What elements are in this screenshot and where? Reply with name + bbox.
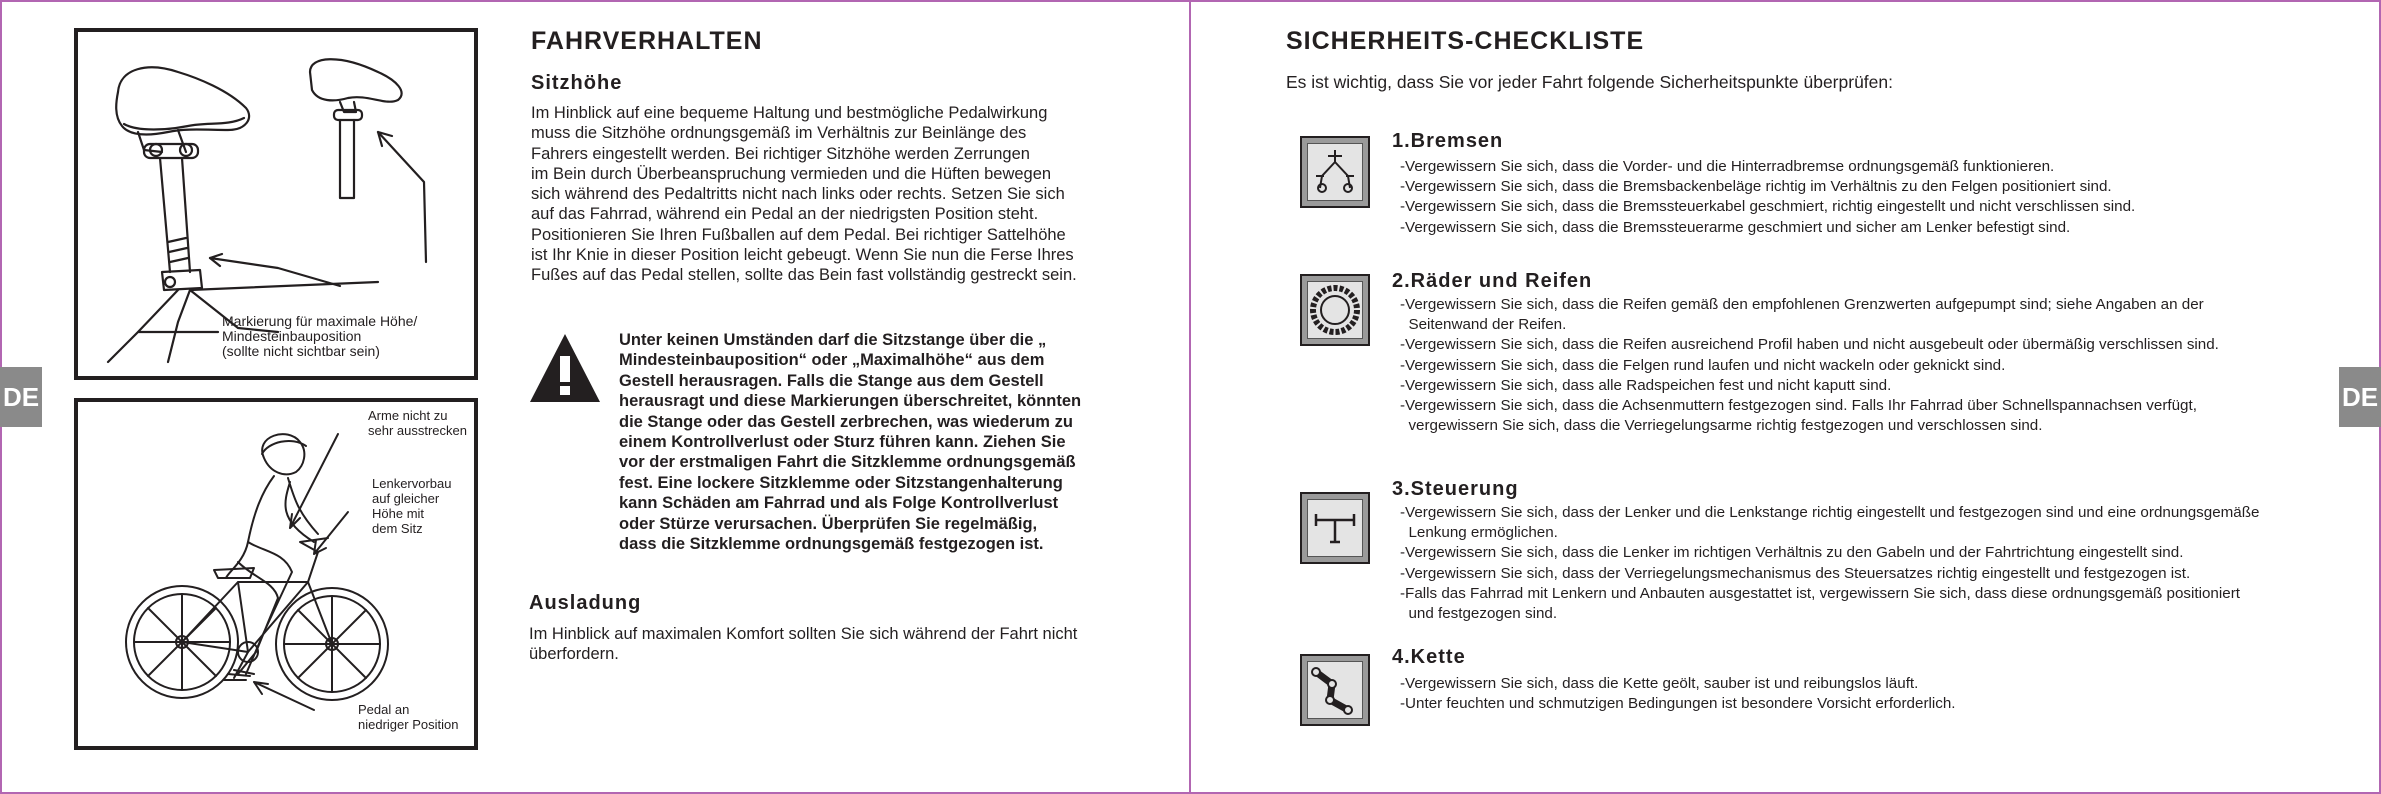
section-title-brakes: 1.Bremsen bbox=[1392, 130, 1504, 152]
language-tab-left: DE bbox=[0, 367, 42, 427]
warning-icon bbox=[528, 332, 602, 406]
page-divider bbox=[1189, 0, 1191, 794]
reach-heading: Ausladung bbox=[529, 592, 642, 614]
checklist-intro: Es ist wichtig, dass Sie vor jeder Fahrt folgende Sicherheitspunkte überprüfen: bbox=[1286, 72, 1893, 92]
section-list-brakes: -Vergewissern Sie sich, dass die Vorder- und die Hinterradbremse ordnungsgemäß funktionieren. -Vergewissern Sie sich, dass die Bremsbackenbeläge richtig im Verhältnis zu den Felgen positioniert sind. -Vergewissern Sie sich, dass die Bremssteuerkabel geschmiert, richtig eingestellt und nicht verschlissen sind. -Vergewissern Sie sich, dass die Bremssteuerarme geschmiert und sicher am Lenker befestigt sind. bbox=[1400, 158, 2136, 236]
saddle-heading: Sitzhöhe bbox=[531, 72, 623, 94]
section-list-steering: -Vergewissern Sie sich, dass der Lenker und die Lenkstange richtig eingestellt und festgezogen sind und eine ordnungsgemäße Lenkung ermöglichen. -Vergewissern Sie sich, dass die Lenker im richtigen Verhältnis zu den Gabeln und der Fahrtrichtung eingestellt sind. -Vergewissern Sie sich, dass der Verriegelungsmechanismus des Steuersatzes richtig eingestellt und festgezogen ist. -Falls das Fahrrad mit Lenkern und Anbauten ausgestattet ist, vergewissern Sie sich, dass diese ordnungsgemäß positioniert und festgezogen sind. bbox=[1400, 504, 2260, 623]
section-list-chain: -Vergewissern Sie sich, dass die Kette geölt, sauber ist und reibungslos läuft. -Unter feuchten und schmutzigen Bedingungen ist besondere Vorsicht erforderlich. bbox=[1400, 675, 1956, 713]
section-title-steering: 3.Steuerung bbox=[1392, 478, 1519, 500]
brake-icon bbox=[1300, 136, 1370, 208]
reach-paragraph: Im Hinblick auf maximalen Komfort sollten Sie sich während der Fahrt nicht überfordern. bbox=[529, 625, 1078, 664]
tire-icon bbox=[1300, 274, 1370, 346]
language-tab-right: DE bbox=[2339, 367, 2381, 427]
seat-illustration bbox=[74, 28, 478, 380]
stem-label: Lenkervorbau auf gleicher Höhe mit dem Sitz bbox=[372, 476, 452, 536]
page-title-left: FAHRVERHALTEN bbox=[531, 27, 763, 55]
cyclist-drawing bbox=[78, 402, 474, 746]
page-title-right: SICHERHEITS-CHECKLISTE bbox=[1286, 27, 1645, 55]
saddle-paragraph: Im Hinblick auf eine bequeme Haltung und bestmögliche Pedalwirkung muss die Sitzhöhe ordnungsgemäß im Verhältnis zur Beinlänge des Fahrers eingestellt werden. Bei richtiger Sitzhöhe werden Zerrungen im Bein durch Überbeanspruchung vermieden und die Hüften bewegen sich während des Pedaltritts nicht nach links oder rechts. Setzen Sie sich auf das Fahrrad, während ein Pedal an der niedrigsten Position steht. Positionieren Sie Ihren Fußballen auf dem Pedal. Bei richtiger Sattelhöhe ist Ihr Knie in dieser Position leicht gebeugt. Wenn Sie nun die Ferse Ihres Fußes auf das Pedal stellen, sollte das Bein fast vollständig gestreckt sein. bbox=[531, 104, 1077, 285]
pedal-label: Pedal an niedriger Position bbox=[358, 702, 459, 732]
section-title-wheels: 2.Räder und Reifen bbox=[1392, 270, 1593, 292]
chain-icon bbox=[1300, 654, 1370, 726]
arms-label: Arme nicht zu sehr ausstrecken bbox=[368, 408, 467, 438]
handlebar-icon bbox=[1300, 492, 1370, 564]
warning-text: Unter keinen Umständen darf die Sitzstange über die „ Mindesteinbauposition“ oder „Maximalhöhe“ aus dem Gestell herausragen. Falls die Stange aus dem Gestell herausragt und diese Markierungen überschreitet, könnten die Stange oder das Gestell zerbrechen, was wiederum zu einem Kontrollverlust oder Sturz führen kann. Ziehen Sie vor der erstmaligen Fahrt die Sitzklemme ordnungsgemäß fest. Eine lockere Sitzklemme oder Sitzstangenhalterung kann Schäden am Fahrrad und als Folge Kontrollverlust oder Stürze verursachen. Überprüfen Sie regelmäßig, dass die Sitzklemme ordnungsgemäß festgezogen ist. bbox=[619, 331, 1082, 554]
seat-marking-label: Markierung für maximale Höhe/ Mindesteinbauposition (sollte nicht sichtbar sein) bbox=[222, 313, 418, 359]
section-title-chain: 4.Kette bbox=[1392, 646, 1466, 668]
section-list-wheels: -Vergewissern Sie sich, dass die Reifen gemäß den empfohlenen Grenzwerten aufgepumpt sind; siehe Angaben an der Seitenwand der Reifen. -Vergewissern Sie sich, dass die Reifen ausreichend Profil haben und nicht ausgebeult oder übermäßig verschlissen sind. -Vergewissern Sie sich, dass die Felgen rund laufen und nicht wackeln oder geknickt sind. -Vergewissern Sie sich, dass alle Radspeichen fest und nicht kaputt sind. -Vergewissern Sie sich, dass die Achsenmuttern festgezogen sind. Falls Ihr Fahrrad über Schnellspannachsen verfügt, vergewissern Sie sich, dass die Verriegelungsarme richtig festgezogen und verschlossen sind. bbox=[1400, 296, 2219, 435]
rider-illustration bbox=[74, 398, 478, 750]
